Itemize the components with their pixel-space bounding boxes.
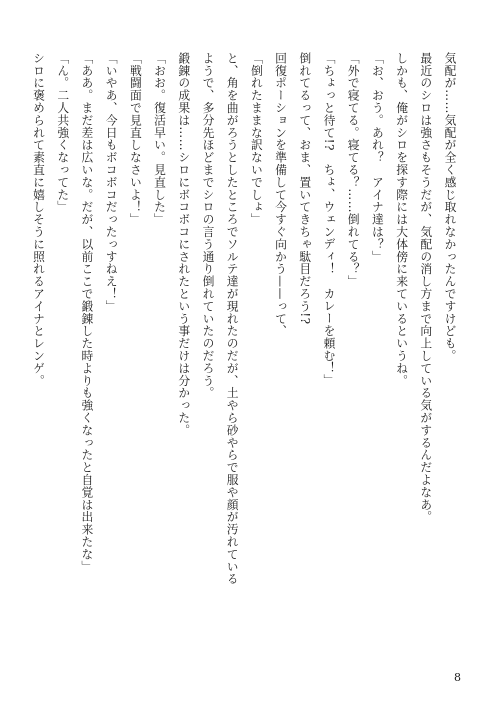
text-line: 「ん。二人共強くなってた」 [55,52,70,214]
text-line: と、角を曲がろうとしたところでソルテ達が現れたのだが、土やら砂やらで服や顔が汚れている [225,52,240,586]
text-line: 「ああ。まだ差は広いな。だが、以前ここで鍛錬した時よりも強くなったと自覚は出来たな」 [79,52,94,573]
text-line: ようで、多分先ほどまでシロの言う通り倒れていたのだろう。 [200,52,215,400]
text-line: 「倒れたままな訳ないでしょ」 [249,52,264,226]
text-line: しかも、俺がシロを探す際には大体傍に来ているというね。 [394,52,409,387]
body-text [31,52,462,648]
text-line: 最近のシロは強さもそうだが、気配の消し方まで向上している気がするんだよなあ。 [418,52,433,524]
text-line: シロに褒められて素直に嬉しそうに照れるアイナとレンゲ。 [31,52,46,387]
text-line: 回復ポーションを準備して今すぐ向かう——って、 [273,52,288,338]
text-line: 「ちょっと待て!? ちょ、ウェンディ！ カレーを頼む！」 [321,52,336,387]
text-line: 鍛錬の成果は……シロにボコボコにされたという事だけは分かった。 [176,52,191,437]
text-line: 「お、おう。あれ？ アイナ達は？」 [370,52,385,263]
text-line: 気配が……気配が全く感じ取れなかったんですけども。 [443,52,457,362]
page-number: 8 [454,671,461,684]
text-line: 「おお。復活早い。見直した」 [152,52,167,226]
text-line: 倒れてるって、おま、置いてきちゃ駄目だろう!? [297,52,312,325]
text-line: 「外で寝てる。寝てる？……倒れてる？」 [346,52,361,288]
text-line: 「いやあ、今日もボコボコだったっすねえ！」 [104,52,119,313]
text-line: 「戦闘面で見直しなさいよ！」 [128,52,143,226]
